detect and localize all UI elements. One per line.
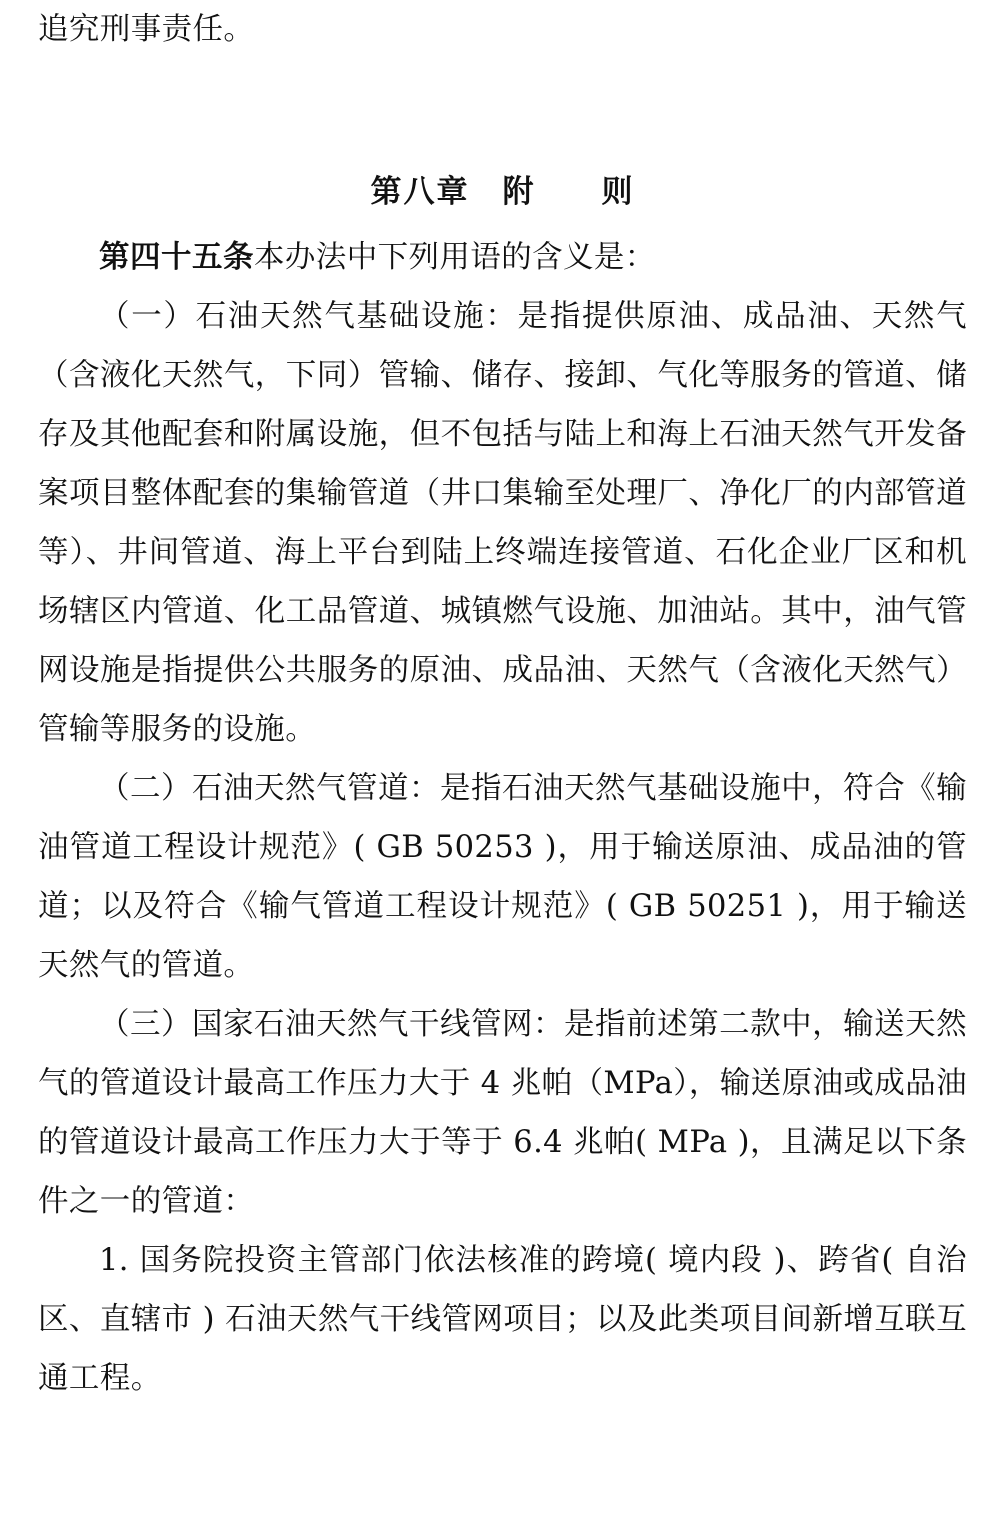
paragraph-continued-text: 追究刑事责任。 [38,12,255,47]
article-45-item-2 [38,759,967,995]
item-marker-1: （一） [99,299,196,334]
item-marker-2: （二） [99,771,193,806]
article-45-item-3 [38,995,967,1231]
item-marker-3: （三） [99,1007,193,1042]
item-text-3: 国家石油天然气干线管网：是指前述第二款中，输送天然气的管道设计最高工作压力大于 4 兆帕（MPa），输送原油或成品油的管道设计最高工作压力大于等于 6.4 兆帕( MPa )，且满足以下条件之一的管道： [38,1007,968,1219]
item-text-2: 石油天然气管道：是指石油天然气基础设施中，符合《输油管道工程设计规范》( GB 50253 )，用于输送原油、成品油的管道；以及符合《输气管道工程设计规范》( GB 50251 )，用于输送天然气的管道。 [38,771,968,983]
article-45-subitem-1 [38,1231,967,1408]
subitem-text-1: 国务院投资主管部门依法核准的跨境( 境内段 )、跨省( 自治区、直辖市 ) 石油天然气干线管网项目；以及此类项目间新增互联互通工程。 [38,1243,967,1396]
article-45-item-1 [38,287,967,759]
item-text-1: 石油天然气基础设施：是指提供原油、成品油、天然气（含液化天然气，下同）管输、储存、接卸、气化等服务的管道、储存及其他配套和附属设施，但不包括与陆上和海上石油天然气开发备案项目整体配套的集输管道（井口集输至处理厂、净化厂的内部管道等）、井间管道、海上平台到陆上终端连接管道、石化企业厂区和机场辖区内管道、化工品管道、城镇燃气设施、加油站。其中，油气管网设施是指提供公共服务的原油、成品油、天然气（含液化天然气）管输等服务的设施。 [38,299,967,747]
article-45-lead [38,228,967,287]
spacer-above-chapter-heading [38,59,967,163]
article-45-label: 第四十五条 [99,239,254,275]
article-45-lead-text: 本办法中下列用语的含义是： [254,240,656,275]
chapter-heading: 第八章 附 则 [370,174,635,210]
subitem-marker-1: 1. [99,1243,129,1278]
